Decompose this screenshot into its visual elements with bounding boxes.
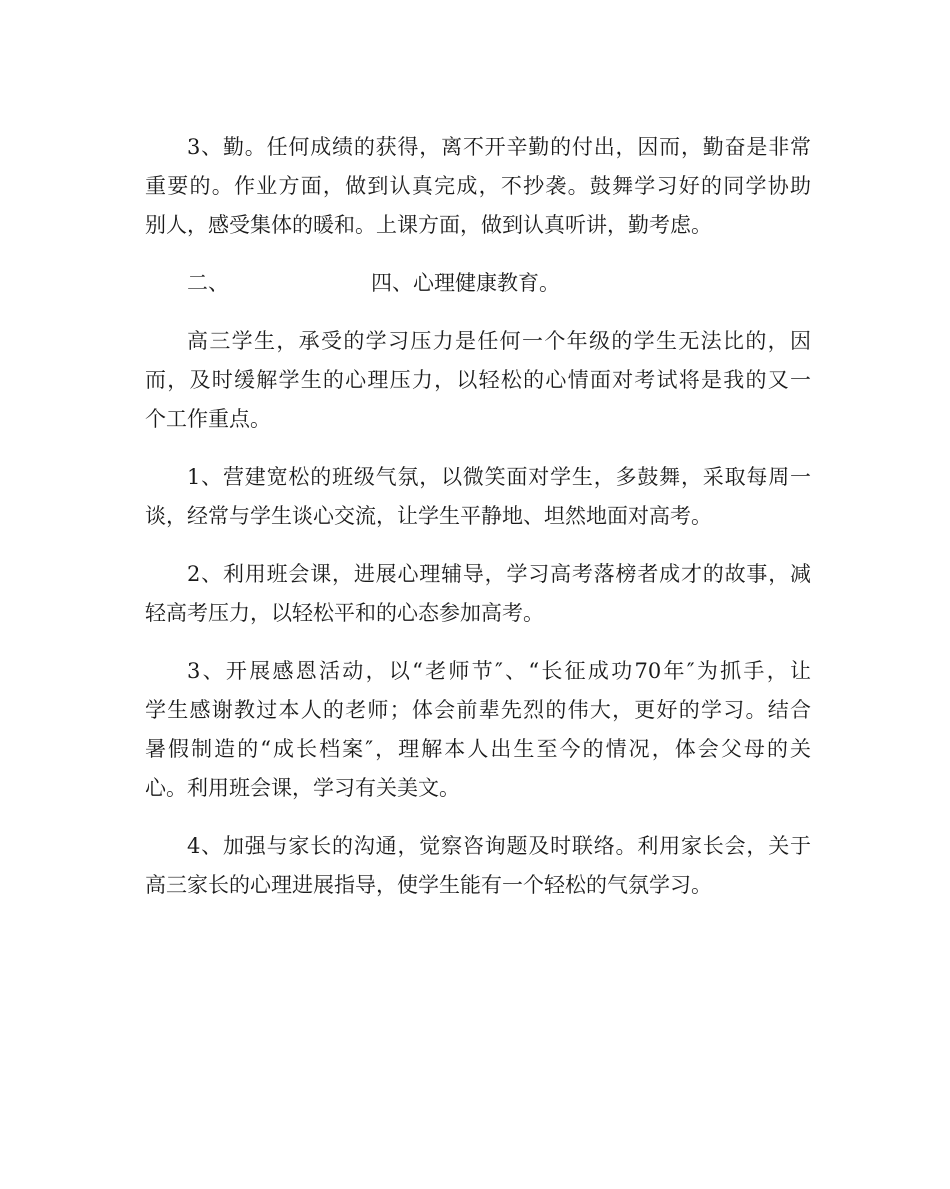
paragraph-intro [145,322,811,439]
text-line: 而，及时缓解学生的心理压力，以轻松的心情面对考试将是我的又一 [145,368,811,392]
paragraph-diligence [145,128,811,245]
section-heading [145,264,811,303]
paragraph-item-3 [145,652,811,808]
text-line: 2、利用班会课，进展心理辅导，学习高考落榜者成才的故事，减 [187,562,811,586]
document-body [145,128,811,905]
text-line: 高三学生，承受的学习压力是任何一个年级的学生无法比的，因 [187,329,811,353]
text-line: 1、营建宽松的班级气氛，以微笑面对学生，多鼓舞，采取每周一 [187,465,811,489]
text-line: 高三家长的心理进展指导，使学生能有一个轻松的气氛学习。 [145,873,712,897]
text-line: 学生感谢教过本人的老师；体会前辈先烈的伟大，更好的学习。结合 [145,698,811,722]
paragraph-item-4 [145,827,811,905]
text-line: 暑假制造的“成长档案″，理解本人出生至今的情况，体会父母的关 [145,737,811,761]
section-heading-title: 四、心理健康教育。 [371,271,560,295]
text-line: 3、勤。任何成绩的获得，离不开辛勤的付出，因而，勤奋是非常 [187,135,811,159]
text-line: 别人，感受集体的暖和。上课方面，做到认真听讲，勤考虑。 [145,213,712,237]
text-line: 3、开展感恩活动，以“老师节″、“长征成功70年″为抓手，让 [187,659,811,683]
text-line: 重要的。作业方面，做到认真完成，不抄袭。鼓舞学习好的同学协助 [145,174,811,198]
paragraph-item-1 [145,458,811,536]
text-line: 个工作重点。 [145,407,271,431]
text-line: 谈，经常与学生谈心交流，让学生平静地、坦然地面对高考。 [145,504,712,528]
paragraph-item-2 [145,555,811,633]
text-line: 心。利用班会课，学习有关美文。 [145,776,460,800]
text-line: 4、加强与家长的沟通，觉察咨询题及时联络。利用家长会，关于 [187,834,811,858]
text-line: 轻高考压力，以轻松平和的心态参加高考。 [145,601,544,625]
section-heading-number: 二、 [187,271,229,295]
